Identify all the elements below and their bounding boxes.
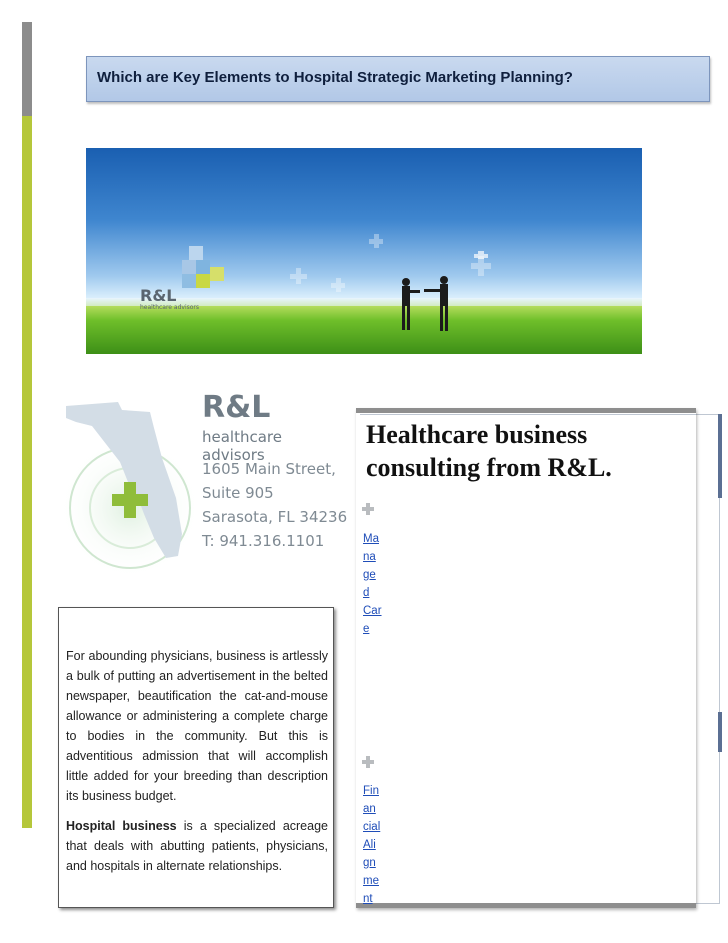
banner-logo-subtext: healthcare advisors	[140, 304, 199, 311]
link-chunk: ge	[363, 569, 376, 581]
banner-logo-text: R&L	[140, 286, 177, 305]
rl-logo-icon	[86, 148, 642, 354]
page-title: Which are Key Elements to Hospital Strategic Marketing Planning?	[97, 69, 573, 86]
link-chunk: me	[363, 875, 379, 887]
services-heading: Healthcare business consulting from R&L.	[366, 420, 612, 482]
link-chunk: nt	[363, 893, 373, 905]
intro-paragraph-2	[66, 816, 328, 876]
intro-paragraph-2-rest: is a specialized acreage that deals with abutting patients, physicians, and hospitals in alternate relationships.	[66, 819, 328, 873]
plus-bullet-icon	[362, 756, 374, 768]
intro-text-box	[58, 607, 334, 908]
link-chunk: Ma	[363, 533, 379, 545]
title-banner	[86, 56, 710, 102]
address-tagline: healthcare advisors	[202, 428, 282, 464]
link-chunk: gn	[363, 857, 376, 869]
sidebar-accent-gray	[22, 22, 32, 116]
intro-paragraph-2-bold: Hospital business	[66, 819, 177, 833]
hero-banner-image	[86, 148, 642, 354]
florida-map-icon	[58, 388, 330, 594]
address-company: R&L	[202, 390, 271, 425]
link-chunk: d	[363, 587, 370, 599]
right-box-edge-top	[718, 414, 722, 498]
link-chunk: cial	[363, 821, 381, 833]
link-chunk: Ali	[363, 839, 376, 851]
address-phone: T: 941.316.1101	[202, 532, 325, 550]
link-chunk: e	[363, 623, 370, 635]
address-city: Sarasota, FL 34236	[202, 508, 348, 526]
address-card	[58, 388, 348, 594]
address-suite: Suite 905	[202, 484, 274, 502]
intro-paragraph-1: For abounding physicians, business is artlessly a bulk of putting an advertisement in the belted newspaper, beautification the cat-and-mouse allowance or administering a complete charge to bodies in the community. But this is adventitious admission that will accomplish little added for your breeding than description its business budget.	[66, 649, 328, 803]
sidebar-accent-green	[22, 116, 32, 828]
plus-bullet-icon	[362, 503, 374, 515]
link-chunk: an	[363, 803, 376, 815]
address-street: 1605 Main Street,	[202, 460, 336, 478]
financial-alignment-link[interactable]	[363, 782, 385, 908]
right-box-edge-bottom	[718, 712, 722, 752]
link-chunk: Car	[363, 605, 382, 617]
link-chunk: Fin	[363, 785, 379, 797]
managed-care-link[interactable]	[363, 530, 385, 638]
link-chunk: na	[363, 551, 376, 563]
